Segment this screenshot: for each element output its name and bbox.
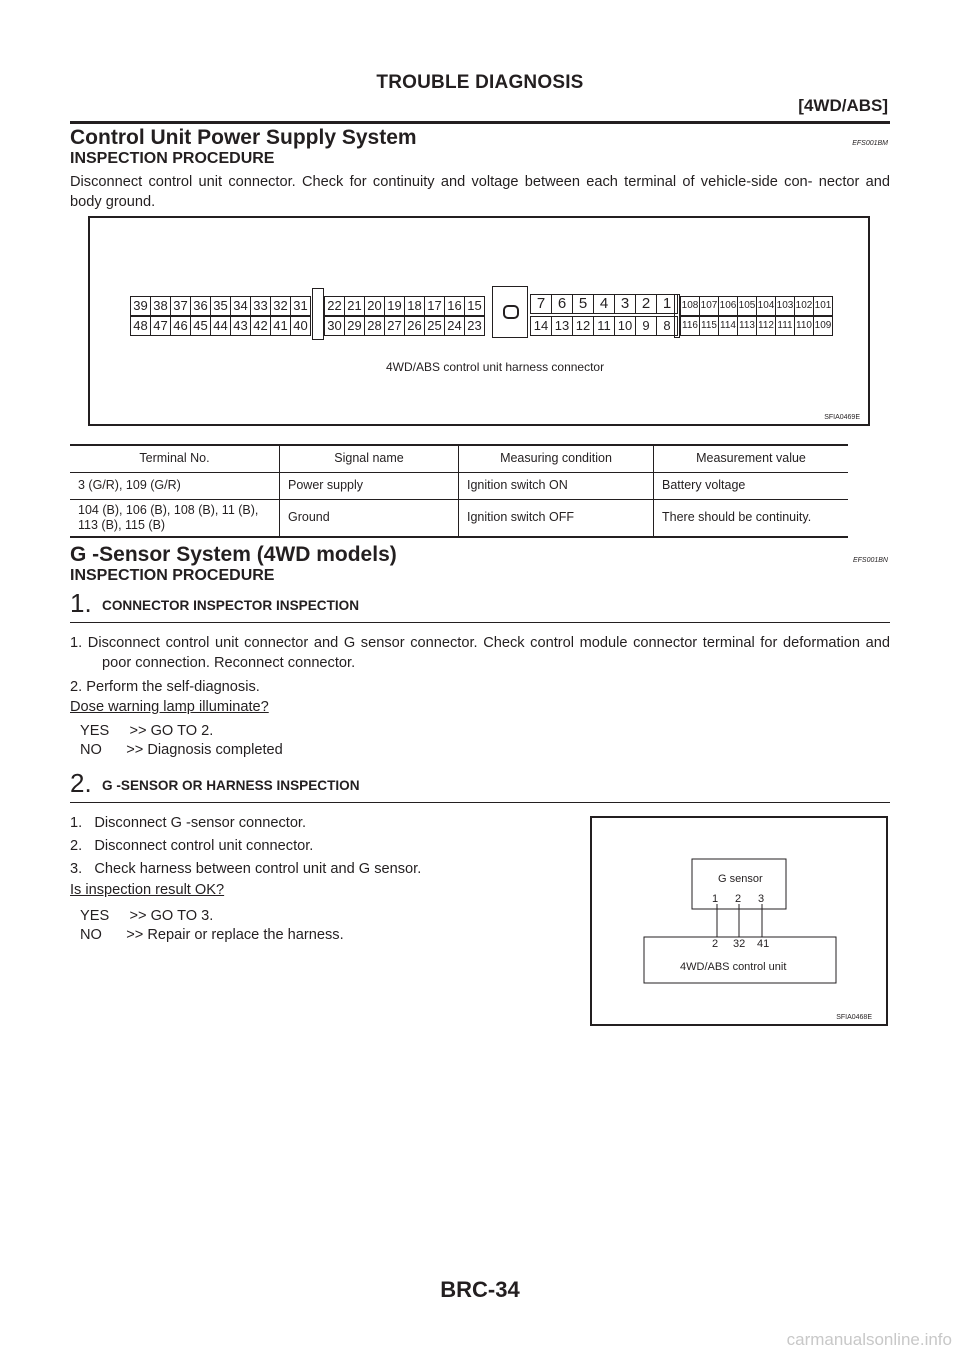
terminal-cell: 114 — [718, 316, 738, 336]
terminal-cell: 41 — [270, 316, 291, 336]
terminal-cell: 33 — [250, 296, 271, 316]
g-sensor-label: G sensor — [718, 873, 763, 885]
terminal-cell: 107 — [699, 296, 719, 316]
terminal-cell: 111 — [775, 316, 795, 336]
terminal-cell: 9 — [635, 316, 657, 336]
unit-pin: 32 — [733, 938, 746, 950]
terminal-cell: 39 — [130, 296, 151, 316]
terminal-cell: 25 — [424, 316, 445, 336]
section2-subtitle: INSPECTION PROCEDURE — [70, 567, 275, 584]
connector-key-tab — [312, 288, 324, 340]
section2-title: G -Sensor System (4WD models) — [70, 543, 397, 566]
sensor-pin: 2 — [735, 893, 742, 905]
terminal-cell: 48 — [130, 316, 151, 336]
terminal-cell: 104 — [756, 296, 776, 316]
latch-hole — [503, 305, 519, 319]
terminal-table — [70, 444, 848, 538]
page-header-title: TROUBLE DIAGNOSIS — [376, 72, 584, 93]
unit-pin: 2 — [712, 938, 719, 950]
terminal-cell: 113 — [737, 316, 757, 336]
terminal-cell: 47 — [150, 316, 171, 336]
table-header-cell: Measurement value — [696, 451, 806, 466]
terminal-cell: 26 — [404, 316, 425, 336]
terminal-cell: 23 — [464, 316, 485, 336]
terminal-cell: 45 — [190, 316, 211, 336]
step1-number: 1. — [70, 588, 92, 618]
terminal-cell: 22 — [324, 296, 345, 316]
sensor-pin: 1 — [712, 893, 719, 905]
terminal-cell: 11 — [593, 316, 615, 336]
step1-item: 1. Disconnect control unit connector and G sensor connector. Check control module connector terminal for deformation and poor connection. Reconnect connector. — [70, 635, 890, 671]
table-cell: 104 (B), 106 (B), 108 (B), 11 (B), 113 (B), 115 (B) — [70, 499, 280, 537]
terminal-cell: 34 — [230, 296, 251, 316]
terminal-cell: 101 — [813, 296, 833, 316]
table-header-cell: Terminal No. — [70, 445, 280, 472]
page-number: BRC-34 — [440, 1277, 520, 1302]
terminal-cell: 17 — [424, 296, 445, 316]
step2-item: 1. Disconnect G -sensor connector. — [70, 815, 307, 831]
terminal-cell: 115 — [699, 316, 719, 336]
connector-latch — [492, 286, 528, 338]
step1-title: CONNECTOR INSPECTOR INSPECTION — [102, 598, 360, 613]
terminal-cell: 5 — [572, 294, 594, 314]
connector-caption: 4WD/ABS control unit harness connector — [386, 360, 605, 374]
watermark: carmanualsonline.info — [786, 1330, 952, 1349]
terminal-cell: 105 — [737, 296, 757, 316]
step1-item: 2. Perform the self-diagnosis. — [70, 679, 260, 695]
terminal-cell: 30 — [324, 316, 345, 336]
terminal-cell: 6 — [551, 294, 573, 314]
terminal-cell: 31 — [290, 296, 311, 316]
terminal-cell: 10 — [614, 316, 636, 336]
connector-diagram — [90, 218, 868, 424]
terminal-cell: 44 — [210, 316, 231, 336]
terminal-cell: 46 — [170, 316, 191, 336]
terminal-cell: 109 — [813, 316, 833, 336]
terminal-cell: 15 — [464, 296, 485, 316]
terminal-cell: 112 — [756, 316, 776, 336]
table-cell: Battery voltage — [662, 478, 746, 492]
section1-code: EFS001BM — [852, 140, 888, 147]
terminal-cell: 36 — [190, 296, 211, 316]
page-header-subtitle: [4WD/ABS] — [798, 96, 888, 115]
step1-question: Dose warning lamp illuminate? — [70, 699, 269, 715]
terminal-cell: 110 — [794, 316, 814, 336]
table-row — [70, 472, 848, 499]
terminal-cell: 27 — [384, 316, 405, 336]
terminal-cell: 19 — [384, 296, 405, 316]
terminal-cell: 103 — [775, 296, 795, 316]
step2-item: 3. Check harness between control unit and G sensor. — [70, 861, 422, 877]
table-cell: 3 (G/R), 109 (G/R) — [70, 472, 280, 499]
terminal-cell: 1 — [656, 294, 678, 314]
connector-figure-code: SFIA0469E — [824, 414, 860, 421]
g-sensor-wiring-svg — [592, 818, 886, 1024]
terminal-cell: 106 — [718, 296, 738, 316]
terminal-cell: 16 — [444, 296, 465, 316]
table-cell: There should be continuity. — [662, 510, 812, 525]
connector-figure — [88, 216, 870, 426]
terminal-cell: 24 — [444, 316, 465, 336]
terminal-cell: 18 — [404, 296, 425, 316]
step2-no: NO >> Repair or replace the harness. — [80, 927, 344, 943]
section2-code: EFS001BN — [852, 557, 888, 564]
table-cell: Ground — [280, 499, 459, 537]
terminal-cell: 14 — [530, 316, 552, 336]
table-row — [70, 499, 848, 537]
terminal-cell: 38 — [150, 296, 171, 316]
terminal-cell: 13 — [551, 316, 573, 336]
terminal-cell: 8 — [656, 316, 678, 336]
terminal-cell: 43 — [230, 316, 251, 336]
terminal-cell: 108 — [680, 296, 700, 316]
terminal-cell: 7 — [530, 294, 552, 314]
terminal-cell: 116 — [680, 316, 700, 336]
step2-number: 2. — [70, 768, 92, 798]
terminal-cell: 102 — [794, 296, 814, 316]
table-header-cell: Signal name — [280, 445, 459, 472]
terminal-cell: 12 — [572, 316, 594, 336]
step1-no: NO >> Diagnosis completed — [80, 742, 283, 758]
sensor-pin: 3 — [758, 893, 765, 905]
table-header-cell: Measuring condition — [459, 445, 654, 472]
terminal-cell: 42 — [250, 316, 271, 336]
terminal-cell: 40 — [290, 316, 311, 336]
step1-yes: YES >> GO TO 2. — [80, 723, 214, 739]
connector-key-tab — [674, 294, 680, 338]
g-sensor-figure-code: SFIA0468E — [836, 1014, 872, 1021]
terminal-cell: 28 — [364, 316, 385, 336]
step2-title: G -SENSOR OR HARNESS INSPECTION — [102, 778, 360, 793]
terminal-cell: 21 — [344, 296, 365, 316]
g-sensor-figure — [590, 816, 888, 1026]
section1-text: Disconnect control unit connector. Check for continuity and voltage between each terminal of vehicle-side con- nector and body ground. — [70, 174, 890, 210]
step2-question: Is inspection result OK? — [70, 882, 225, 898]
control-unit-label: 4WD/ABS control unit — [680, 961, 787, 973]
table-cell: Power supply — [280, 472, 459, 499]
step2-item: 2. Disconnect control unit connector. — [70, 838, 314, 854]
table-cell: Ignition switch ON — [459, 472, 654, 499]
terminal-cell: 29 — [344, 316, 365, 336]
table-cell: Ignition switch OFF — [459, 499, 654, 537]
table-header-row — [70, 445, 848, 472]
terminal-cell: 2 — [635, 294, 657, 314]
section1-title: Control Unit Power Supply System — [70, 126, 417, 149]
unit-pin: 41 — [757, 938, 770, 950]
terminal-cell: 20 — [364, 296, 385, 316]
step1-list — [70, 633, 890, 697]
step2-header — [70, 768, 890, 803]
step1-header — [70, 588, 890, 623]
terminal-cell: 35 — [210, 296, 231, 316]
step2-yes: YES >> GO TO 3. — [80, 908, 214, 924]
terminal-cell: 32 — [270, 296, 291, 316]
terminal-cell: 37 — [170, 296, 191, 316]
terminal-cell: 3 — [614, 294, 636, 314]
terminal-cell: 4 — [593, 294, 615, 314]
section1-subtitle: INSPECTION PROCEDURE — [70, 150, 275, 167]
header-rule — [70, 121, 890, 124]
step2-list — [70, 813, 570, 879]
